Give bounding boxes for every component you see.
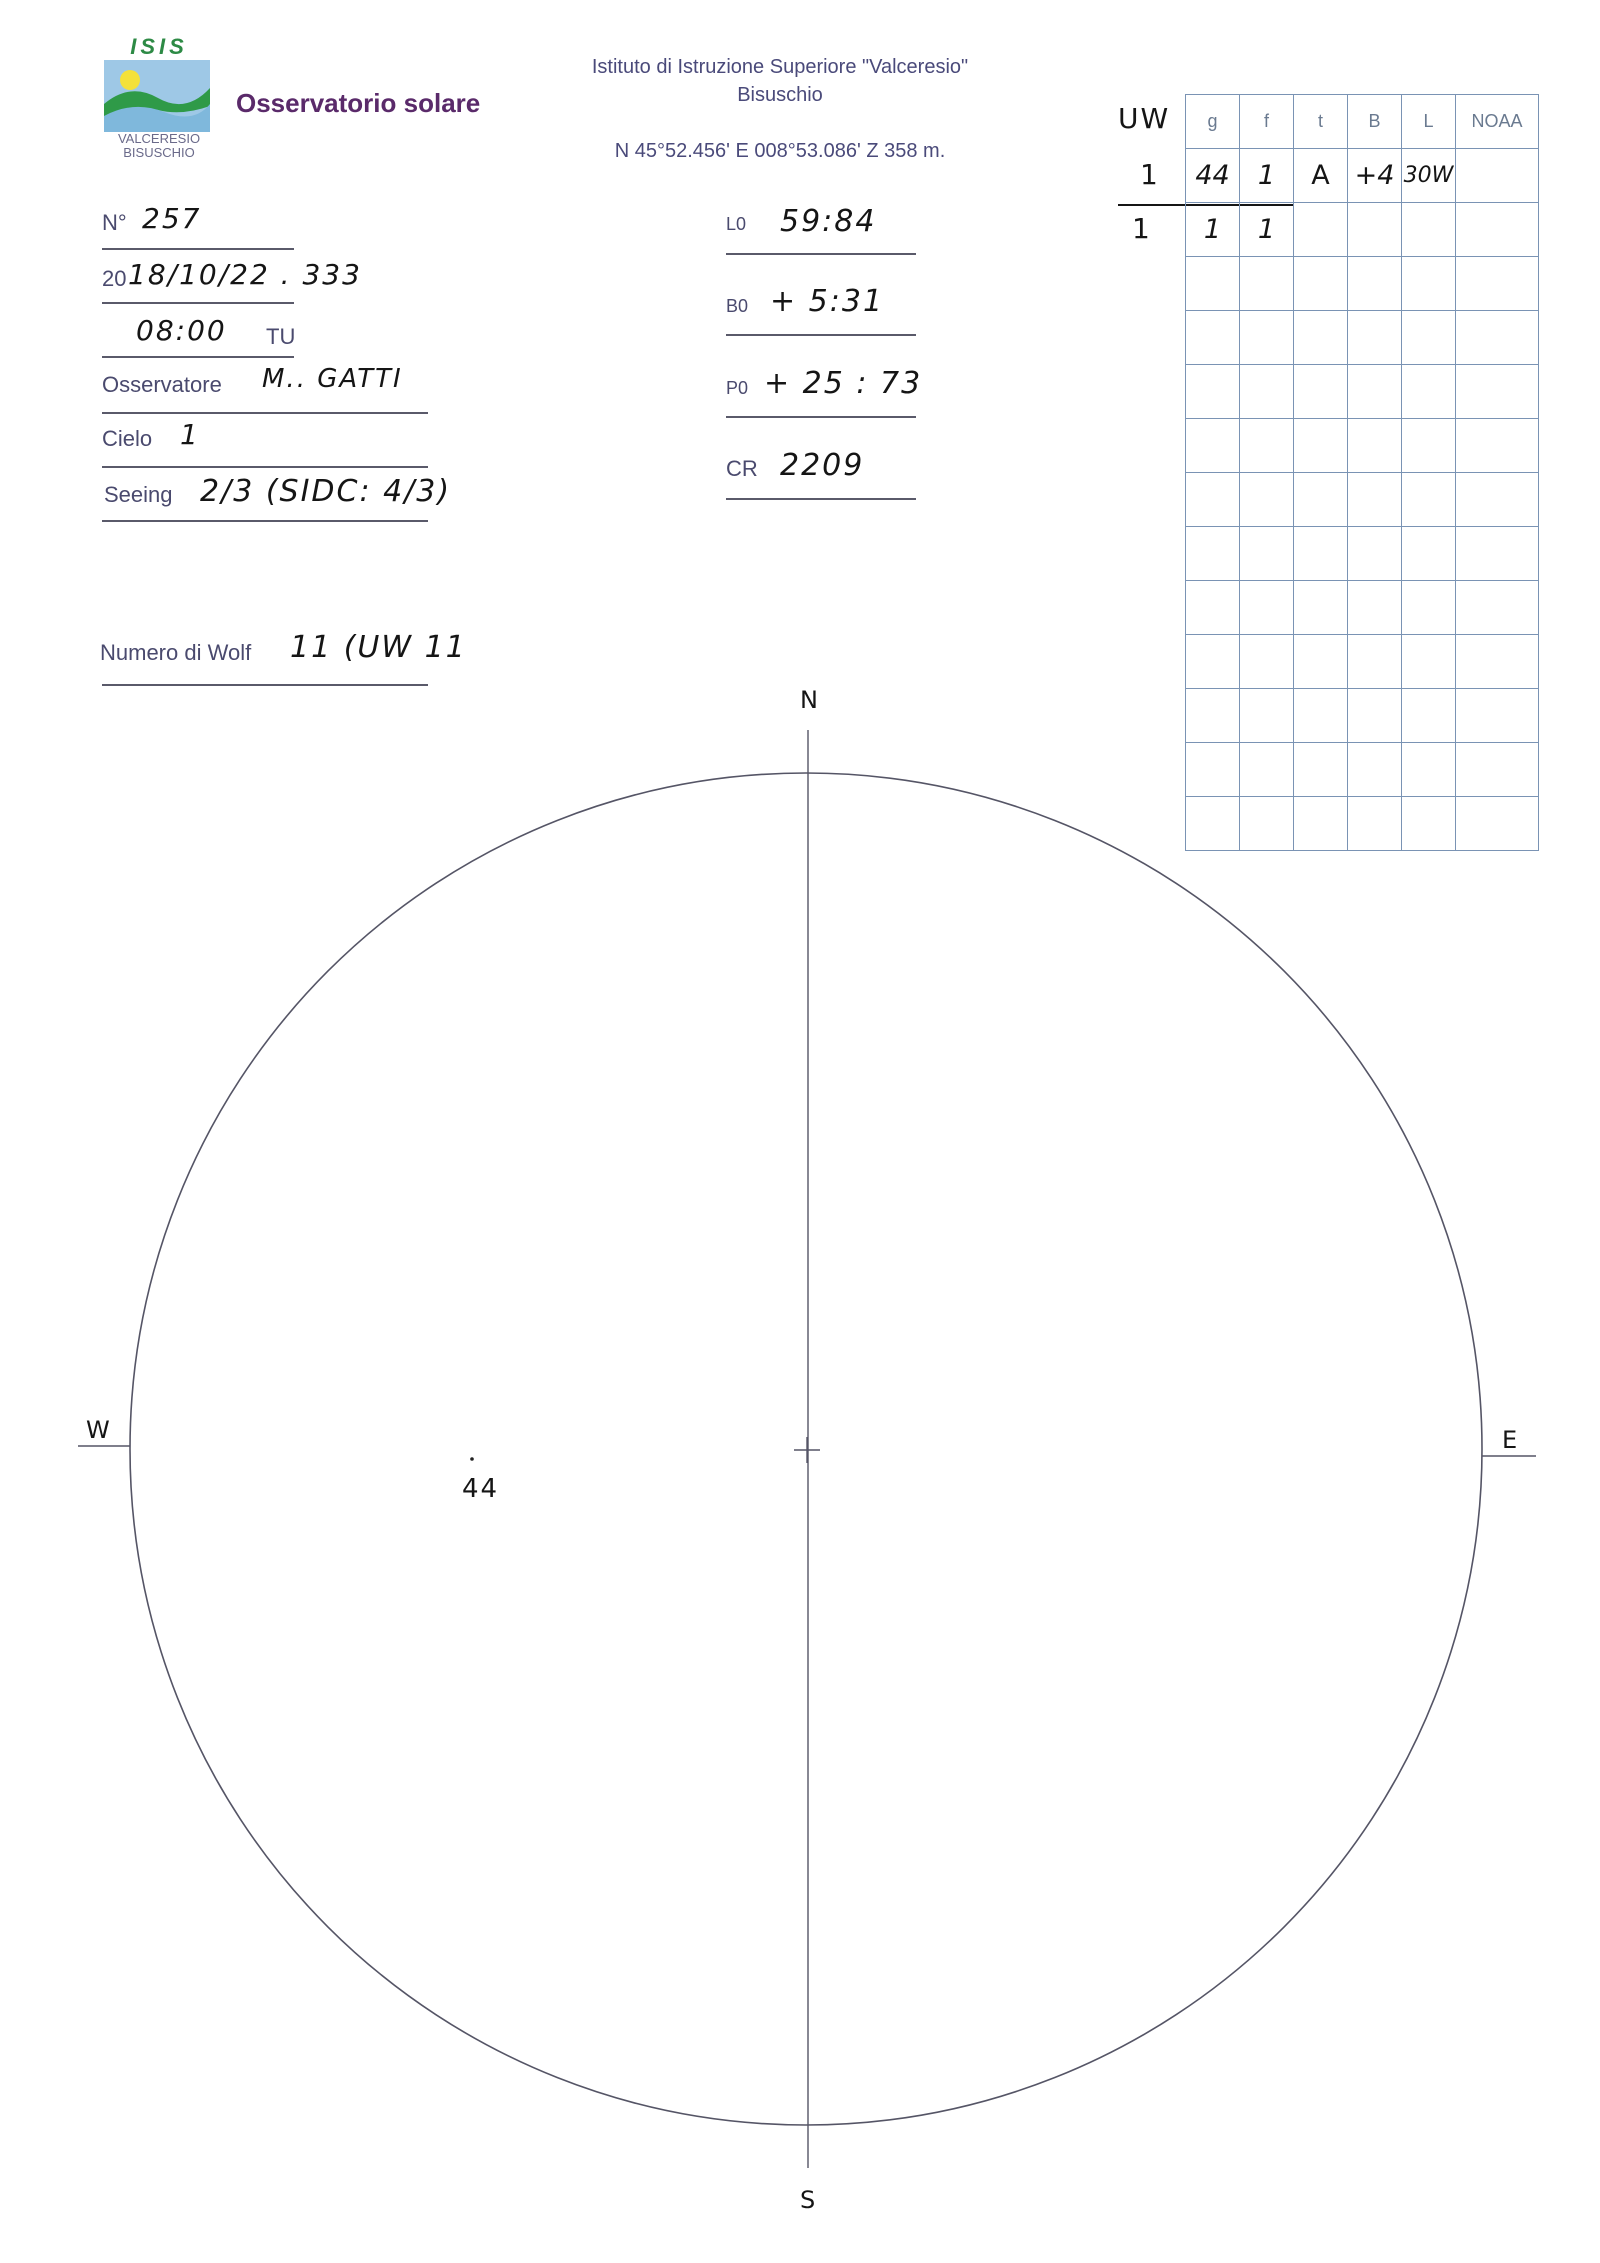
observer-value: M.. GATTI <box>262 364 403 394</box>
header-l: L <box>1402 95 1456 149</box>
header-g: g <box>1186 95 1240 149</box>
time-value: 08:00 <box>136 314 227 347</box>
observatory-title: Osservatorio solare <box>236 88 481 118</box>
uw-label: UW <box>1118 102 1171 135</box>
row1-uw-value: 1 <box>1140 158 1160 191</box>
row1-g: 44 <box>1186 149 1240 203</box>
seeing-label: Seeing <box>104 482 173 507</box>
solar-disk-outline <box>130 773 1482 2125</box>
cr-value: 2209 <box>780 448 865 483</box>
header-b: B <box>1348 95 1402 149</box>
row1-t: A <box>1294 149 1348 203</box>
p0-label-text: P0 <box>726 378 749 398</box>
row1-b: +4 <box>1348 149 1402 203</box>
p0-value: + 25 : 73 <box>764 366 923 401</box>
time-unit: TU <box>266 324 296 349</box>
wolf-value: 11 (UW 11 <box>290 630 467 665</box>
cr-label: CR <box>726 456 758 481</box>
north-label: N <box>800 686 818 714</box>
sky-value: 1 <box>180 418 200 451</box>
number-value: 257 <box>142 202 202 235</box>
west-label: W <box>86 1416 110 1444</box>
institute-name: Istituto di Istruzione Superiore "Valceresio" <box>591 56 969 78</box>
totals-uw-value: 1 <box>1132 212 1152 245</box>
sunspot-label: 44 <box>462 1474 500 1504</box>
south-label: S <box>800 2186 816 2214</box>
observer-label: Osservatore <box>102 372 222 397</box>
date-prefix: 20 <box>102 266 127 291</box>
b0-label-text: B0 <box>726 296 749 316</box>
header-noaa: NOAA <box>1456 95 1539 149</box>
number-label: N° <box>102 210 127 235</box>
sunspot-group-44 <box>470 1457 474 1461</box>
logo-bottom-text-1: VALCERESIO <box>117 131 201 146</box>
logo-top-text: ISIS <box>130 34 188 59</box>
east-label: E <box>1502 1426 1518 1454</box>
l0-value: 59:84 <box>780 204 877 239</box>
totals-g: 1 <box>1186 203 1240 257</box>
b0-value: + 5:31 <box>770 284 885 319</box>
date-value: 18/10/22 . 333 <box>128 258 362 291</box>
header-t: t <box>1294 95 1348 149</box>
logo-bottom-text-2: BISUSCHIO <box>123 145 195 160</box>
row1-f: 1 <box>1240 149 1294 203</box>
l0-label-text: L0 <box>726 214 747 234</box>
wolf-label: Numero di Wolf <box>100 640 252 665</box>
row1-l: 30W <box>1402 149 1456 203</box>
observatory-coordinates: N 45°52.456' E 008°53.086' Z 358 m. <box>614 140 946 162</box>
institute-town: Bisuschio <box>737 84 823 106</box>
sky-label: Cielo <box>102 426 153 451</box>
seeing-value: 2/3 (SIDC: 4/3) <box>200 474 452 509</box>
header-f: f <box>1240 95 1294 149</box>
totals-f: 1 <box>1240 203 1294 257</box>
